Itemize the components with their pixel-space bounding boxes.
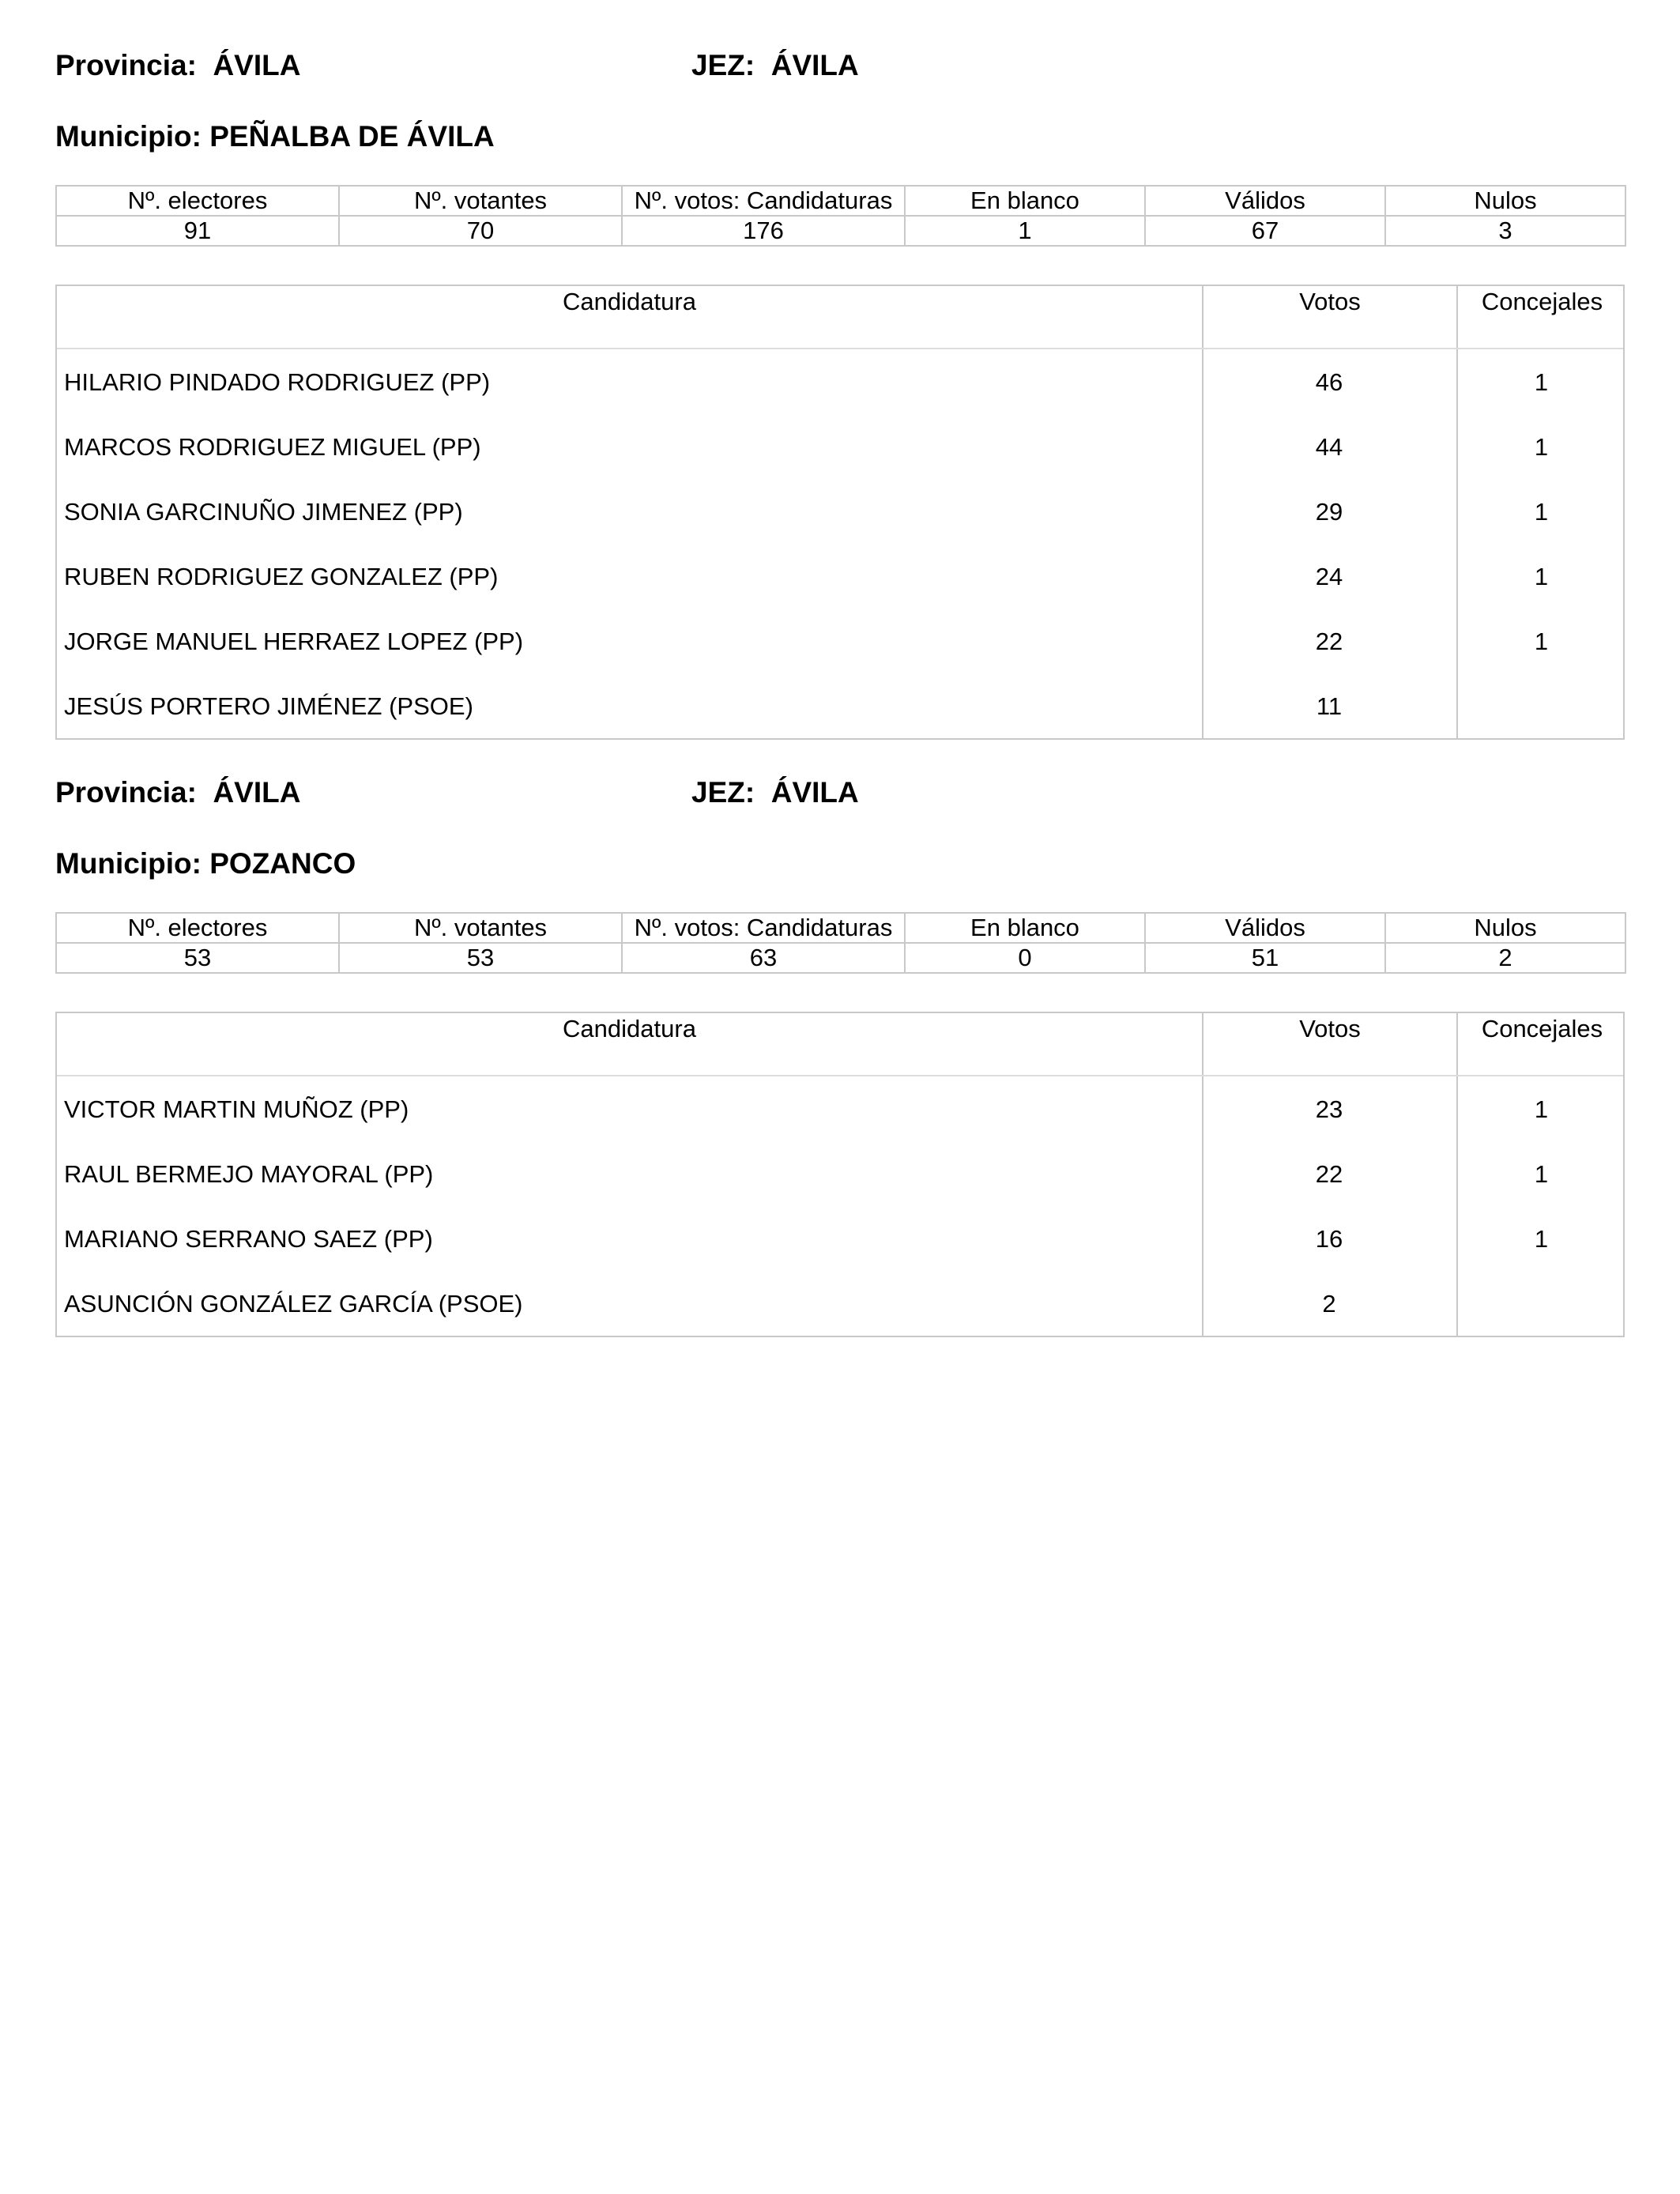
candidates-header-row — [57, 1013, 1623, 1076]
candidate-name: SONIA GARCINUÑO JIMENEZ (PP) — [64, 498, 463, 526]
candidate-row — [57, 479, 1623, 544]
candidate-concejales: 1 — [1534, 433, 1549, 461]
candidate-name: VICTOR MARTIN MUÑOZ (PP) — [64, 1095, 409, 1123]
candidate-row — [57, 544, 1623, 609]
candidate-name: JORGE MANUEL HERRAEZ LOPEZ (PP) — [64, 628, 524, 655]
summary-header-en-blanco: En blanco — [905, 186, 1145, 216]
candidates-body — [57, 1076, 1623, 1336]
candidate-row — [57, 349, 1623, 414]
candidate-name: ASUNCIÓN GONZÁLEZ GARCÍA (PSOE) — [64, 1290, 523, 1318]
summary-value-validos: 67 — [1145, 216, 1385, 246]
candidates-header-candidatura: Candidatura — [563, 1015, 696, 1042]
summary-value-nulos: 3 — [1385, 216, 1625, 246]
candidates-header-candidatura: Candidatura — [563, 288, 696, 315]
summary-header-votantes: Nº. votantes — [339, 186, 622, 216]
candidate-concejales: 1 — [1534, 498, 1549, 526]
candidates-header-votos: Votos — [1202, 1013, 1456, 1075]
summary-value-en-blanco: 1 — [905, 216, 1145, 246]
jez-label: JEZ: ÁVILA — [691, 49, 859, 81]
summary-header-en-blanco: En blanco — [905, 913, 1145, 943]
provincia-label: Provincia: ÁVILA — [55, 776, 301, 809]
summary-header-nulos: Nulos — [1385, 186, 1625, 216]
summary-table — [55, 912, 1626, 974]
candidate-concejales: 1 — [1534, 1160, 1549, 1188]
summary-value-electores: 91 — [56, 216, 339, 246]
candidates-body — [57, 349, 1623, 738]
provincia-label: Provincia: ÁVILA — [55, 49, 301, 81]
summary-header-row — [56, 913, 1625, 943]
summary-value-validos: 51 — [1145, 943, 1385, 973]
candidate-votos: 11 — [1316, 692, 1343, 720]
candidate-row — [57, 1141, 1623, 1206]
summary-value-row — [56, 216, 1625, 246]
summary-header-votantes: Nº. votantes — [339, 913, 622, 943]
candidates-header-concejales: Concejales — [1456, 286, 1626, 348]
municipio-title: Municipio: POZANCO — [55, 847, 356, 880]
summary-value-votos-candidaturas: 176 — [622, 216, 905, 246]
summary-value-votantes: 53 — [339, 943, 622, 973]
candidate-votos: 24 — [1315, 563, 1343, 590]
summary-header-validos: Válidos — [1145, 913, 1385, 943]
candidate-concejales: 1 — [1534, 1225, 1549, 1253]
candidate-row — [57, 673, 1623, 738]
candidates-header-row — [57, 286, 1623, 349]
candidate-votos: 46 — [1315, 368, 1343, 396]
candidates-header-votos: Votos — [1202, 286, 1456, 348]
candidate-concejales: 1 — [1534, 1095, 1549, 1123]
candidates-table — [55, 285, 1625, 740]
candidate-votos: 2 — [1322, 1290, 1336, 1318]
summary-value-electores: 53 — [56, 943, 339, 973]
summary-header-validos: Válidos — [1145, 186, 1385, 216]
candidate-name: RUBEN RODRIGUEZ GONZALEZ (PP) — [64, 563, 499, 590]
summary-value-en-blanco: 0 — [905, 943, 1145, 973]
candidate-name: MARIANO SERRANO SAEZ (PP) — [64, 1225, 433, 1253]
summary-table — [55, 185, 1626, 247]
summary-value-votos-candidaturas: 63 — [622, 943, 905, 973]
summary-header-row — [56, 186, 1625, 216]
summary-value-nulos: 2 — [1385, 943, 1625, 973]
candidate-votos: 22 — [1315, 1160, 1343, 1188]
candidate-row — [57, 1271, 1623, 1336]
summary-header-nulos: Nulos — [1385, 913, 1625, 943]
candidate-votos: 44 — [1315, 433, 1343, 461]
candidate-row — [57, 609, 1623, 673]
candidate-name: HILARIO PINDADO RODRIGUEZ (PP) — [64, 368, 491, 396]
summary-value-votantes: 70 — [339, 216, 622, 246]
summary-header-electores: Nº. electores — [56, 186, 339, 216]
summary-header-votos-candidaturas: Nº. votos: Candidaturas — [622, 913, 905, 943]
candidate-votos: 22 — [1315, 628, 1343, 655]
candidate-name: MARCOS RODRIGUEZ MIGUEL (PP) — [64, 433, 481, 461]
candidate-row — [57, 414, 1623, 479]
candidate-votos: 29 — [1315, 498, 1343, 526]
municipio-title: Municipio: PEÑALBA DE ÁVILA — [55, 120, 495, 153]
candidate-concejales: 1 — [1534, 628, 1549, 655]
candidate-row — [57, 1076, 1623, 1141]
candidate-concejales: 1 — [1534, 368, 1549, 396]
candidate-row — [57, 1206, 1623, 1271]
summary-header-votos-candidaturas: Nº. votos: Candidaturas — [622, 186, 905, 216]
summary-value-row — [56, 943, 1625, 973]
candidate-name: JESÚS PORTERO JIMÉNEZ (PSOE) — [64, 692, 473, 720]
candidate-votos: 23 — [1315, 1095, 1343, 1123]
candidate-name: RAUL BERMEJO MAYORAL (PP) — [64, 1160, 434, 1188]
candidates-header-concejales: Concejales — [1456, 1013, 1626, 1075]
candidate-votos: 16 — [1315, 1225, 1343, 1253]
summary-header-electores: Nº. electores — [56, 913, 339, 943]
candidate-concejales: 1 — [1534, 563, 1549, 590]
jez-label: JEZ: ÁVILA — [691, 776, 859, 809]
candidates-table — [55, 1012, 1625, 1337]
